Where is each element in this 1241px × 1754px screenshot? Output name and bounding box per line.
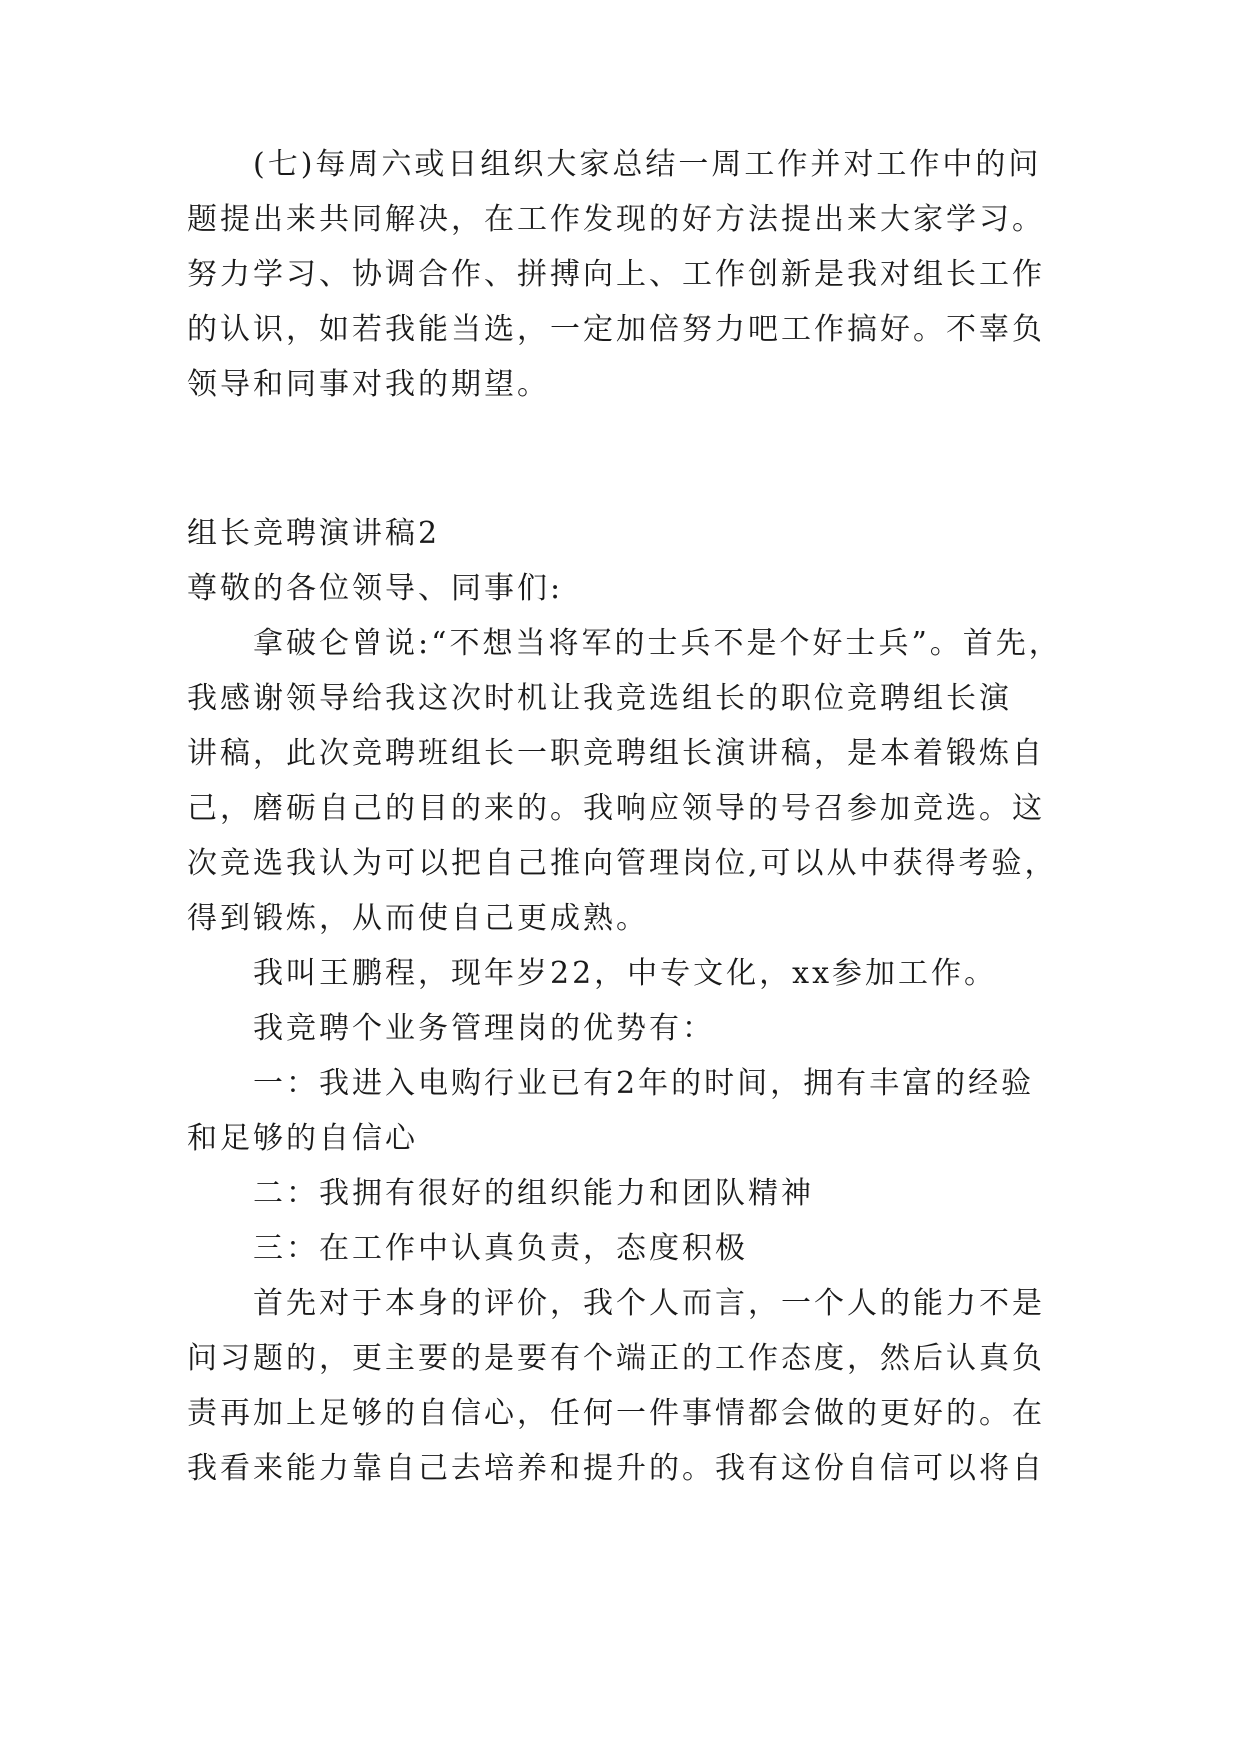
list-item: 二：我拥有很好的组织能力和团队精神 <box>253 1176 814 1211</box>
salutation: 尊敬的各位领导、同事们: <box>187 571 564 606</box>
list-item: 一：我进入电购行业已有2年的时间，拥有丰富的经验 <box>253 1066 1035 1101</box>
list-item: 三：在工作中认真负责，态度积极 <box>253 1231 748 1266</box>
paragraph-line: 我感谢领导给我这次时机让我竞选组长的职位竞聘组长演 <box>187 681 1012 716</box>
paragraph-line: 的认识，如若我能当选，一定加倍努力吧工作搞好。不辜负 <box>187 312 1045 347</box>
section-heading: 组长竞聘演讲稿2 <box>187 516 441 551</box>
paragraph-line: 题提出来共同解决，在工作发现的好方法提出来大家学习。 <box>187 202 1045 237</box>
paragraph-line: 我看来能力靠自己去培养和提升的。我有这份自信可以将自 <box>187 1451 1045 1486</box>
paragraph-line: 我竞聘个业务管理岗的优势有： <box>253 1011 715 1046</box>
paragraph-line: 己，磨砺自己的目的来的。我响应领导的号召参加竞选。这 <box>187 791 1045 826</box>
paragraph-line: 责再加上足够的自信心，任何一件事情都会做的更好的。在 <box>187 1396 1045 1431</box>
paragraph-line: (七)每周六或日组织大家总结一周工作并对工作中的问 <box>253 147 1042 182</box>
paragraph-line: 讲稿，此次竞聘班组长一职竞聘组长演讲稿，是本着锻炼自 <box>187 736 1045 771</box>
paragraph-line: 领导和同事对我的期望。 <box>187 367 550 402</box>
paragraph-line: 问习题的，更主要的是要有个端正的工作态度，然后认真负 <box>187 1341 1045 1376</box>
paragraph-line: 拿破仑曾说:“不想当将军的士兵不是个好士兵”。首先， <box>253 626 1062 661</box>
paragraph-line: 得到锻炼，从而使自己更成熟。 <box>187 901 649 936</box>
paragraph-line: 首先对于本身的评价，我个人而言，一个人的能力不是 <box>253 1286 1045 1321</box>
paragraph-line: 我叫王鹏程，现年岁22，中专文化，xx参加工作。 <box>253 956 998 991</box>
list-item-continuation: 和足够的自信心 <box>187 1121 418 1156</box>
paragraph-line: 次竞选我认为可以把自己推向管理岗位,可以从中获得考验， <box>187 846 1058 881</box>
paragraph-line: 努力学习、协调合作、拼搏向上、工作创新是我对组长工作 <box>187 257 1045 292</box>
